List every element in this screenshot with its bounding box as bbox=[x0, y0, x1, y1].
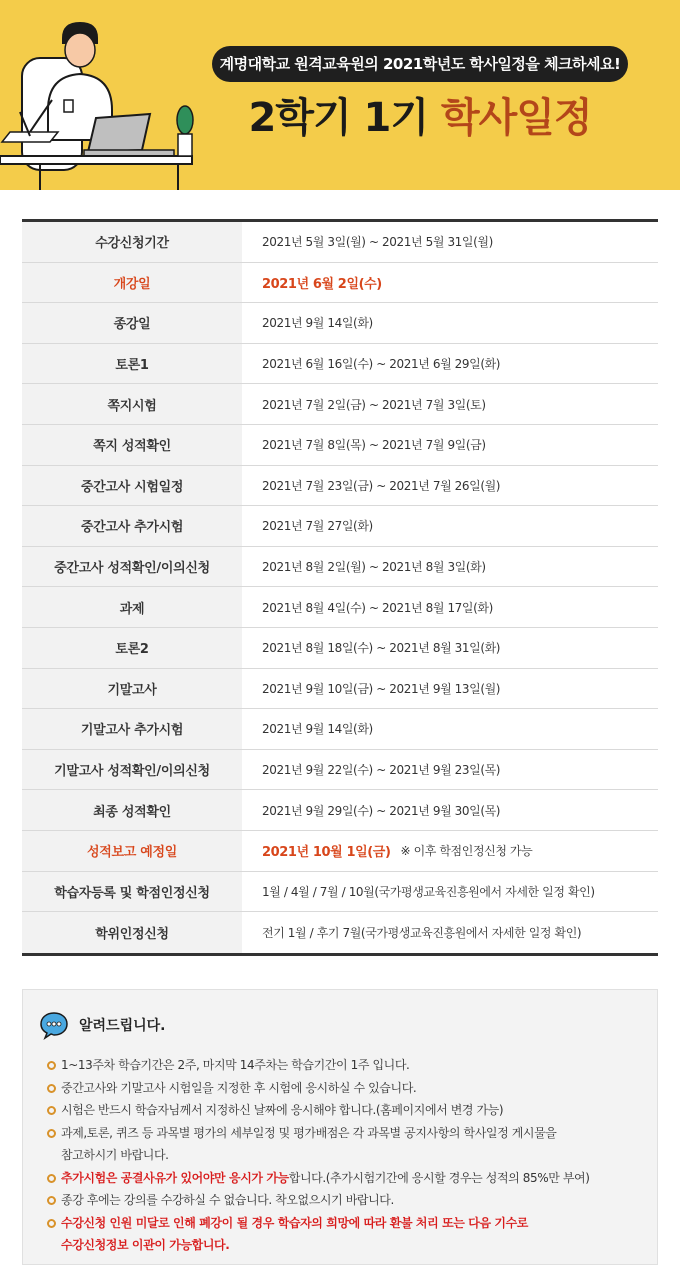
schedule-row bbox=[22, 587, 658, 628]
schedule-row bbox=[22, 466, 658, 507]
schedule-label: 중간고사 추가시험 bbox=[22, 506, 242, 546]
schedule-value bbox=[242, 912, 658, 953]
notice-item bbox=[47, 1189, 647, 1212]
schedule-date: 2021년 7월 23일(금) ~ 2021년 7월 26일(월) bbox=[262, 478, 501, 493]
schedule-row bbox=[22, 912, 658, 953]
schedule-value bbox=[242, 466, 658, 506]
schedule-table bbox=[22, 219, 658, 956]
notice-text: 수강신청정보 이관이 가능합니다. bbox=[61, 1238, 230, 1252]
schedule-value bbox=[242, 303, 658, 343]
schedule-value bbox=[242, 344, 658, 384]
title-main: 2학기 1기 bbox=[248, 95, 441, 141]
schedule-row bbox=[22, 628, 658, 669]
schedule-label: 수강신청기간 bbox=[22, 222, 242, 262]
title-accent: 학사일정 bbox=[440, 95, 592, 141]
schedule-value bbox=[242, 222, 658, 262]
schedule-row bbox=[22, 831, 658, 872]
speech-bubble-icon bbox=[39, 1010, 69, 1040]
schedule-label: 학습자등록 및 학점인정신청 bbox=[22, 872, 242, 912]
schedule-row bbox=[22, 344, 658, 385]
notice-list bbox=[47, 1054, 647, 1257]
schedule-label: 중간고사 성적확인/이의신청 bbox=[22, 547, 242, 587]
notice-text: 수강신청 인원 미달로 인해 폐강이 될 경우 학습자의 희망에 따라 환불 처리 또는 다음 기수로 bbox=[61, 1215, 528, 1230]
schedule-row bbox=[22, 872, 658, 913]
schedule-date: 2021년 9월 29일(수) ~ 2021년 9월 30일(목) bbox=[262, 803, 501, 818]
schedule-value bbox=[242, 587, 658, 627]
schedule-label: 토론1 bbox=[22, 344, 242, 384]
notice-text: 1~13주차 학습기간은 2주, 마지막 14주차는 학습기간이 1주 입니다. bbox=[61, 1058, 410, 1072]
schedule-value bbox=[242, 669, 658, 709]
notice-text: 종강 후에는 강의를 수강하실 수 없습니다. 착오없으시기 바랍니다. bbox=[61, 1193, 394, 1207]
schedule-row bbox=[22, 303, 658, 344]
schedule-row bbox=[22, 263, 658, 304]
notice-header bbox=[39, 1010, 165, 1040]
schedule-date: 2021년 8월 18일(수) ~ 2021년 8월 31일(화) bbox=[262, 641, 501, 656]
notice-item bbox=[47, 1077, 647, 1100]
schedule-row bbox=[22, 222, 658, 263]
schedule-value bbox=[242, 872, 658, 912]
schedule-date: 2021년 9월 14일(화) bbox=[262, 722, 373, 737]
schedule-value bbox=[242, 506, 658, 546]
schedule-row bbox=[22, 669, 658, 710]
schedule-row bbox=[22, 750, 658, 791]
notice-title: 알려드립니다. bbox=[79, 1018, 166, 1034]
notice-text: 과제,토론, 퀴즈 등 과목별 평가의 세부일정 및 평가배점은 각 과목별 공지사항의 학사일정 게시물을 bbox=[61, 1125, 557, 1140]
schedule-label: 종강일 bbox=[22, 303, 242, 343]
schedule-date: 2021년 9월 22일(수) ~ 2021년 9월 23일(목) bbox=[262, 763, 501, 778]
schedule-date: 2021년 5월 3일(월) ~ 2021년 5월 31일(월) bbox=[262, 235, 493, 250]
schedule-value bbox=[242, 790, 658, 830]
notice-text: 추가시험은 공결사유가 있어야만 응시가 가능 bbox=[61, 1170, 289, 1185]
schedule-date: 2021년 10월 1일(금) bbox=[262, 845, 391, 861]
schedule-date: 2021년 9월 14일(화) bbox=[262, 316, 373, 331]
schedule-value bbox=[242, 384, 658, 424]
schedule-date: 2021년 8월 2일(월) ~ 2021년 8월 3일(화) bbox=[262, 560, 486, 575]
notice-item bbox=[47, 1212, 647, 1257]
schedule-value bbox=[242, 750, 658, 790]
notice-text: 중간고사와 기말고사 시험일을 지정한 후 시험에 응시하실 수 있습니다. bbox=[61, 1080, 417, 1095]
schedule-label: 기말고사 추가시험 bbox=[22, 709, 242, 749]
schedule-row bbox=[22, 425, 658, 466]
page-title bbox=[212, 88, 628, 148]
schedule-label: 기말고사 bbox=[22, 669, 242, 709]
schedule-date: 전기 1월 / 후기 7월(국가평생교육진흥원에서 자세한 일정 확인) bbox=[262, 925, 582, 940]
notice-text: 합니다.(추가시험기간에 응시할 경우는 성적의 85%만 부여) bbox=[288, 1170, 590, 1185]
student-laptop-illustration bbox=[0, 0, 200, 190]
schedule-label: 기말고사 성적확인/이의신청 bbox=[22, 750, 242, 790]
schedule-date: 2021년 8월 4일(수) ~ 2021년 8월 17일(화) bbox=[262, 600, 493, 615]
schedule-label: 성적보고 예정일 bbox=[22, 831, 242, 871]
schedule-row bbox=[22, 709, 658, 750]
schedule-label: 최종 성적확인 bbox=[22, 790, 242, 830]
schedule-value bbox=[242, 628, 658, 668]
schedule-label: 중간고사 시험일정 bbox=[22, 466, 242, 506]
schedule-date: 2021년 9월 10일(금) ~ 2021년 9월 13일(월) bbox=[262, 681, 501, 696]
schedule-date: 2021년 7월 8일(목) ~ 2021년 7월 9일(금) bbox=[262, 438, 486, 453]
notice-text: 시험은 반드시 학습자님께서 지정하신 날짜에 응시해야 합니다.(홈페이지에서 변경 가능) bbox=[61, 1103, 504, 1117]
schedule-date: 2021년 6월 16일(수) ~ 2021년 6월 29일(화) bbox=[262, 357, 501, 372]
schedule-label: 쪽지 성적확인 bbox=[22, 425, 242, 465]
notice-item bbox=[47, 1167, 647, 1190]
schedule-label: 과제 bbox=[22, 587, 242, 627]
schedule-value bbox=[242, 263, 658, 303]
schedule-value bbox=[242, 425, 658, 465]
schedule-value bbox=[242, 831, 658, 871]
notice-text: 참고하시기 바랍니다. bbox=[61, 1148, 169, 1162]
schedule-label: 토론2 bbox=[22, 628, 242, 668]
schedule-date: 2021년 7월 27일(화) bbox=[262, 519, 373, 534]
schedule-row bbox=[22, 547, 658, 588]
schedule-label: 개강일 bbox=[22, 263, 242, 303]
banner-subtitle: 계명대학교 원격교육원의 2021학년도 학사일정을 체크하세요! bbox=[212, 46, 628, 82]
schedule-label: 쪽지시험 bbox=[22, 384, 242, 424]
schedule-row bbox=[22, 506, 658, 547]
schedule-row bbox=[22, 790, 658, 831]
schedule-value bbox=[242, 547, 658, 587]
notice-item bbox=[47, 1099, 647, 1122]
header-banner bbox=[0, 0, 680, 190]
schedule-date: 2021년 7월 2일(금) ~ 2021년 7월 3일(토) bbox=[262, 397, 486, 412]
schedule-date: 2021년 6월 2일(수) bbox=[262, 276, 382, 292]
notice-box bbox=[22, 989, 658, 1265]
notice-item bbox=[47, 1054, 647, 1077]
schedule-date: 1월 / 4월 / 7월 / 10월(국가평생교육진흥원에서 자세한 일정 확인) bbox=[262, 884, 595, 899]
schedule-value bbox=[242, 709, 658, 749]
schedule-note: ※ 이후 학점인정신청 가능 bbox=[400, 844, 533, 859]
schedule-label: 학위인정신청 bbox=[22, 912, 242, 953]
schedule-row bbox=[22, 384, 658, 425]
notice-item bbox=[47, 1122, 647, 1167]
